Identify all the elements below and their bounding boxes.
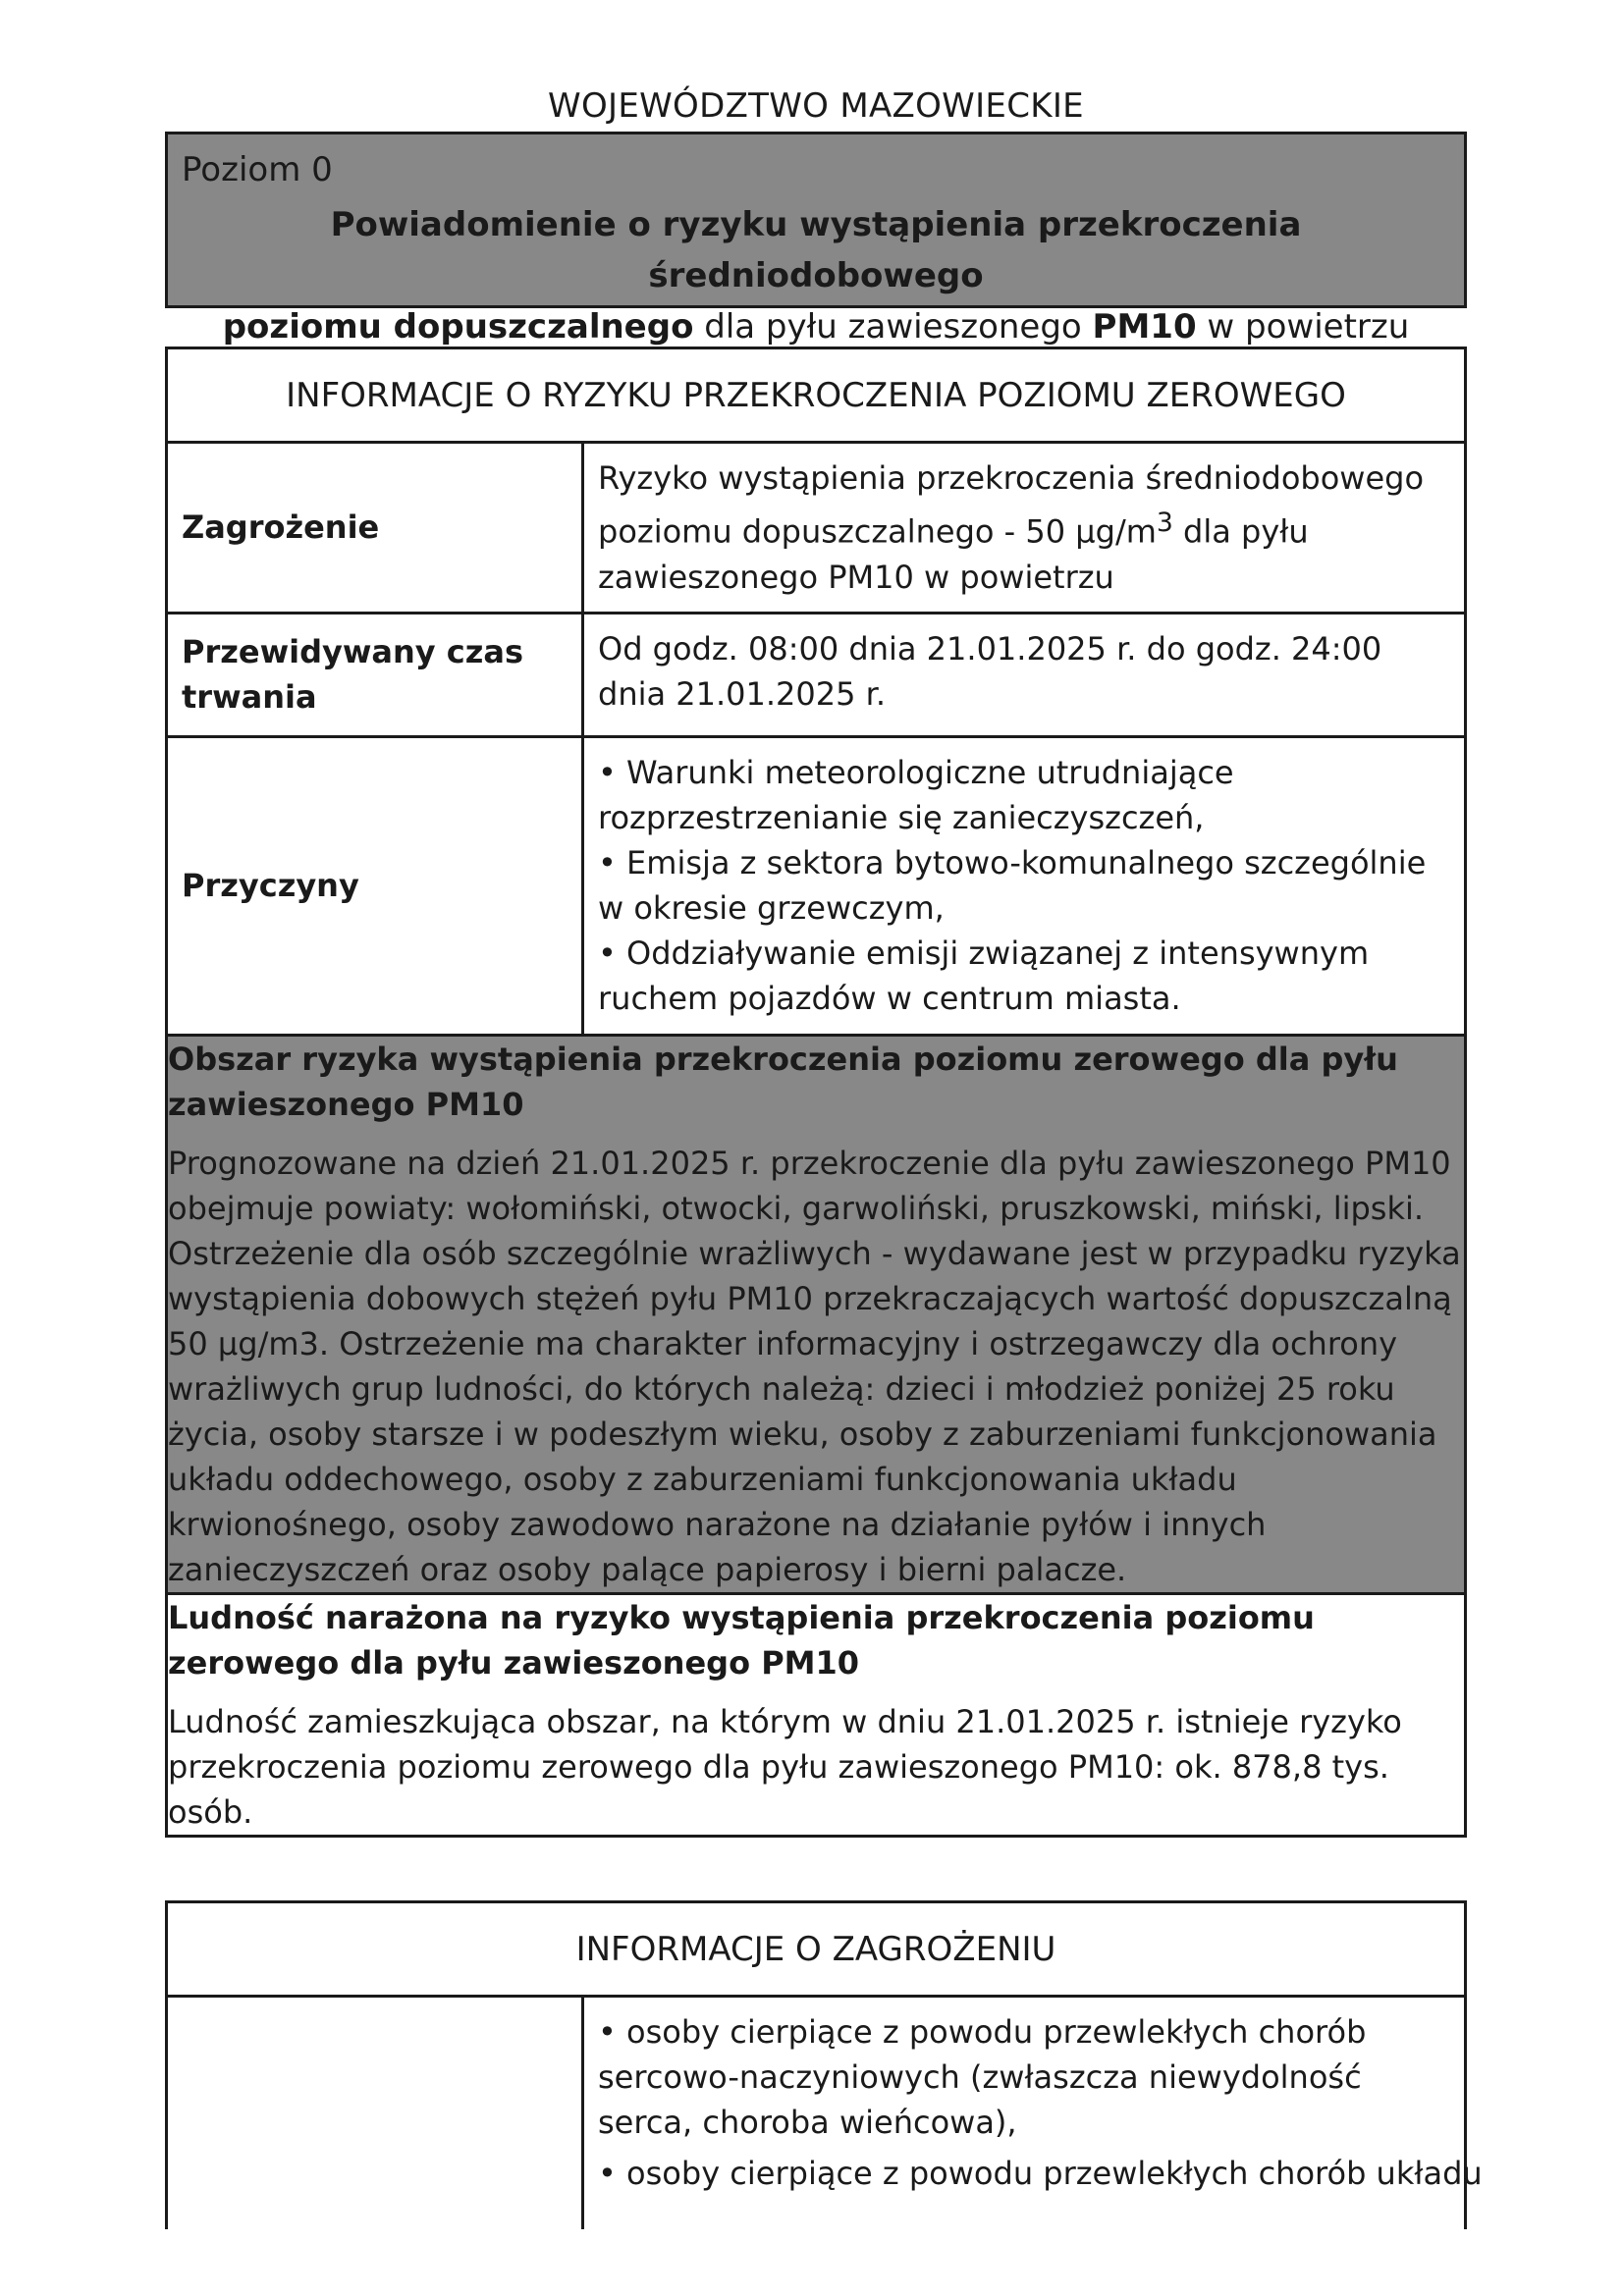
headline-part-4: PM10 (1092, 307, 1197, 347)
threat-value (583, 443, 1466, 614)
threat-value-text-a: Ryzyko wystąpienia przekroczenia średniodobowego poziomu dopuszczalnego - 50 µg/m (598, 459, 1425, 551)
cause-item: • Emisja z sektora bytowo-komunalnego szczególnie w okresie grzewczym, (598, 843, 1427, 927)
risk-area-block (167, 1035, 1466, 1593)
risk-info-table (165, 347, 1467, 1838)
threat-label: Zagrożenie (167, 443, 583, 614)
duration-value: Od godz. 08:00 dnia 21.01.2025 r. do godz. 24:00 dnia 21.01.2025 r. (583, 613, 1466, 736)
risk-section-title: INFORMACJE O RYZYKU PRZEKROCZENIA POZIOMU ZEROWEGO (167, 348, 1466, 443)
duration-label: Przewidywany czas trwania (167, 613, 583, 736)
threat-info-table (165, 1900, 1483, 2229)
cause-item: • Warunki meteorologiczne utrudniające rozprzestrzenianie się zanieczyszczeń, (598, 753, 1234, 836)
headline-part-2: poziomu dopuszczalnego (222, 307, 694, 347)
notification-headline (168, 199, 1464, 352)
risk-area-title: Obszar ryzyka wystąpienia przekroczenia poziomu zerowego dla pyłu zawieszonego PM10 (168, 1040, 1398, 1123)
level-label: Poziom 0 (182, 150, 333, 189)
headline-part-1: Powiadomienie o ryzyku wystąpienia przekroczenia średniodobowego (330, 205, 1302, 295)
causes-label: Przyczyny (167, 736, 583, 1035)
threat-value-superscript: 3 (1156, 507, 1173, 538)
risk-area-text: Prognozowane na dzień 21.01.2025 r. przekroczenie dla pyłu zawieszonego PM10 obejmuje powiaty: wołomiński, otwocki, garwoliński, pruszkowski, miński, lipski. Ostrzeżenie dla osób szczególnie wrażliwych - wydawane jest w przypadku ryzyka wystąpienia dobowych stężeń pyłu PM10 przekraczających wartość dopuszczalną 50 µg/m3. Ostrzeżenie ma charakter informacyjny i ostrzegawczy dla ochrony wrażliwych grup ludności, do których należą: dzieci i młodzież poniżej 25 roku życia, osoby starsze i w podeszłym wieku, osoby z zaburzeniami funkcjonowania układu oddechowego, osoby z zaburzeniami funkcjonowania układu krwionośnego, osoby zawodowo narażone na działanie pyłów i innych zanieczyszczeń oraz osoby palące papierosy i bierni palacze. (168, 1144, 1461, 1588)
headline-part-5: w powietrzu (1196, 307, 1410, 347)
threat-group-item: • osoby cierpiące z powodu przewlekłych chorób sercowo-naczyniowych (zwłaszcza niewydolność serca, choroba wieńcowa), (598, 2013, 1367, 2141)
threat-value-text-b: dla pyłu zawieszonego PM10 w powietrzu (598, 512, 1309, 596)
cause-item: • Oddziaływanie emisji związanej z intensywnym ruchem pojazdów w centrum miasta. (598, 934, 1370, 1017)
causes-list (583, 736, 1466, 1035)
threat-group-item: • osoby cierpiące z powodu przewlekłych chorób układu (598, 2155, 1483, 2192)
region-title: WOJEWÓDZTWO MAZOWIECKIE (548, 86, 1084, 126)
population-text: Ludność zamieszkująca obszar, na którym w dniu 21.01.2025 r. istnieje ryzyko przekroczenia poziomu zerowego dla pyłu zawieszonego PM10: ok. 878,8 tys. osób. (168, 1702, 1402, 1831)
threat-section-title: INFORMACJE O ZAGROŻENIU (167, 1902, 1466, 1997)
headline-part-3: dla pyłu zawieszonego (693, 307, 1093, 347)
population-block (167, 1593, 1466, 1836)
threat-groups-list (583, 1997, 1483, 2229)
level-header-box (165, 132, 1467, 347)
population-title: Ludność narażona na ryzyko wystąpienia przekroczenia poziomu zerowego dla pyłu zawieszonego PM10 (168, 1598, 1315, 1682)
threat-group-label (167, 1997, 583, 2229)
